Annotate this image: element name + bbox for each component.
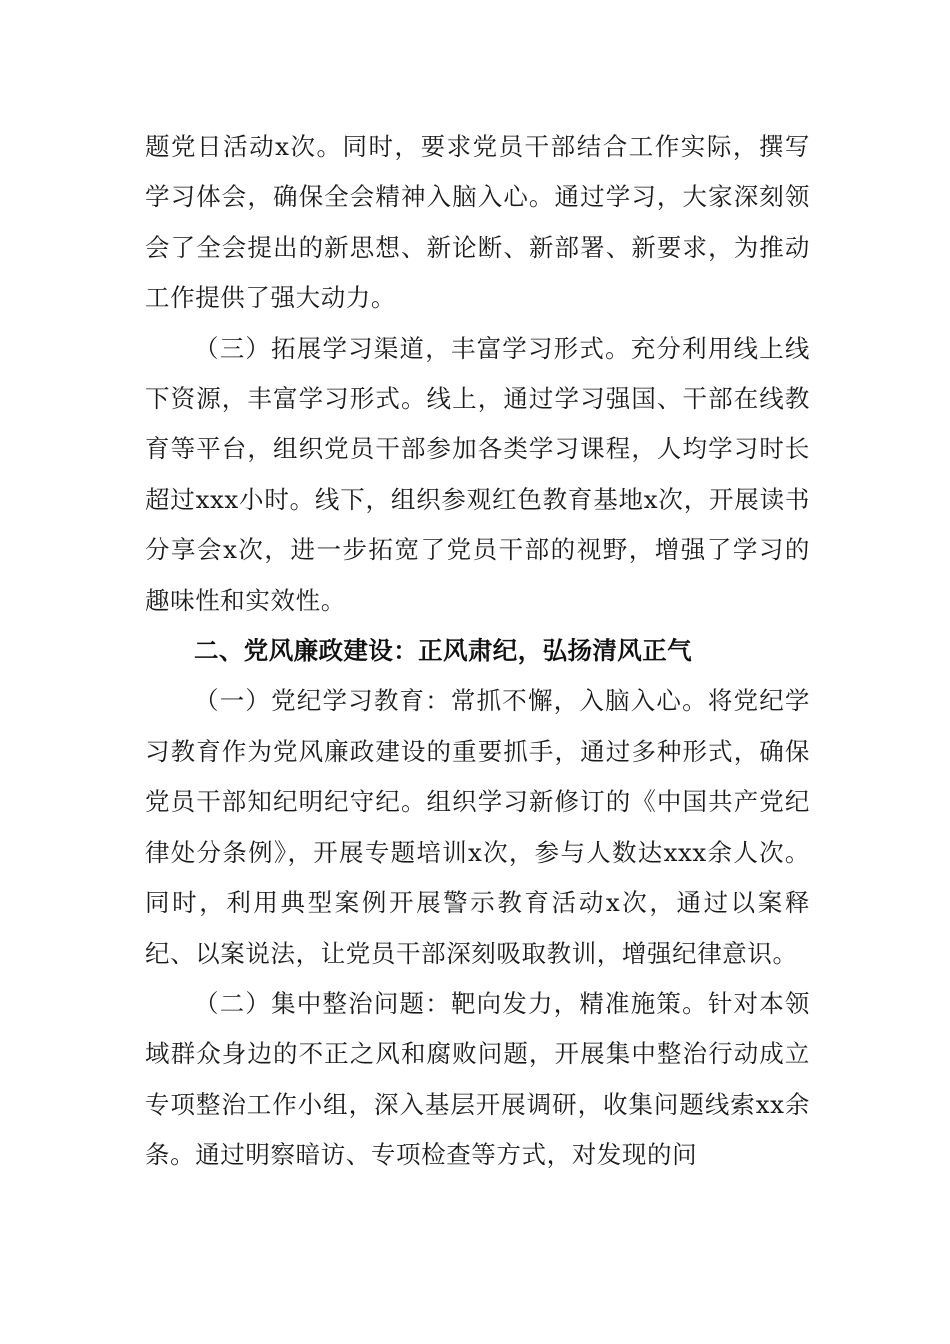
section-heading-party-conduct: 二、党风廉政建设：正风肃纪，弘扬清风正气 — [194, 636, 692, 666]
paragraph-problem-rectification: （二）集中整治问题：靶向发力，精准施策。针对本领域群众身边的不正之风和腐败问题，开展集中整治行动成立专项整治工作小组，深入基层开展调研，收集问题线索xx余条。通过明察暗访、专项检查等方式，对发现的问 — [145, 988, 810, 1170]
paragraph-continuation: 题党日活动x次。同时，要求党员干部结合工作实际，撰写学习体会，确保全会精神入脑入心。通过学习，大家深刻领会了全会提出的新思想、新论断、新部署、新要求，为推动工作提供了强大动力。 — [145, 132, 810, 313]
paragraph-learning-channels: （三）拓展学习渠道，丰富学习形式。充分利用线上线下资源，丰富学习形式。线上，通过学习强国、干部在线教育等平台，组织党员干部参加各类学习课程，人均学习时长超过xxx小时。线下，组织参观红色教育基地x次，开展读书分享会x次，进一步拓宽了党员干部的视野，增强了学习的趣味性和实效性。 — [145, 333, 810, 615]
paragraph-discipline-education: （一）党纪学习教育：常抓不懈，入脑入心。将党纪学习教育作为党风廉政建设的重要抓手，通过多种形式，确保党员干部知纪明纪守纪。组织学习新修订的《中国共产党纪律处分条例》，开展专题培训x次，参与人数达xxx余人次。同时，利用典型案例开展警示教育活动x次，通过以案释纪、以案说法，让党员干部深刻吸取教训，增强纪律意识。 — [145, 686, 810, 968]
document-body — [145, 122, 810, 1181]
